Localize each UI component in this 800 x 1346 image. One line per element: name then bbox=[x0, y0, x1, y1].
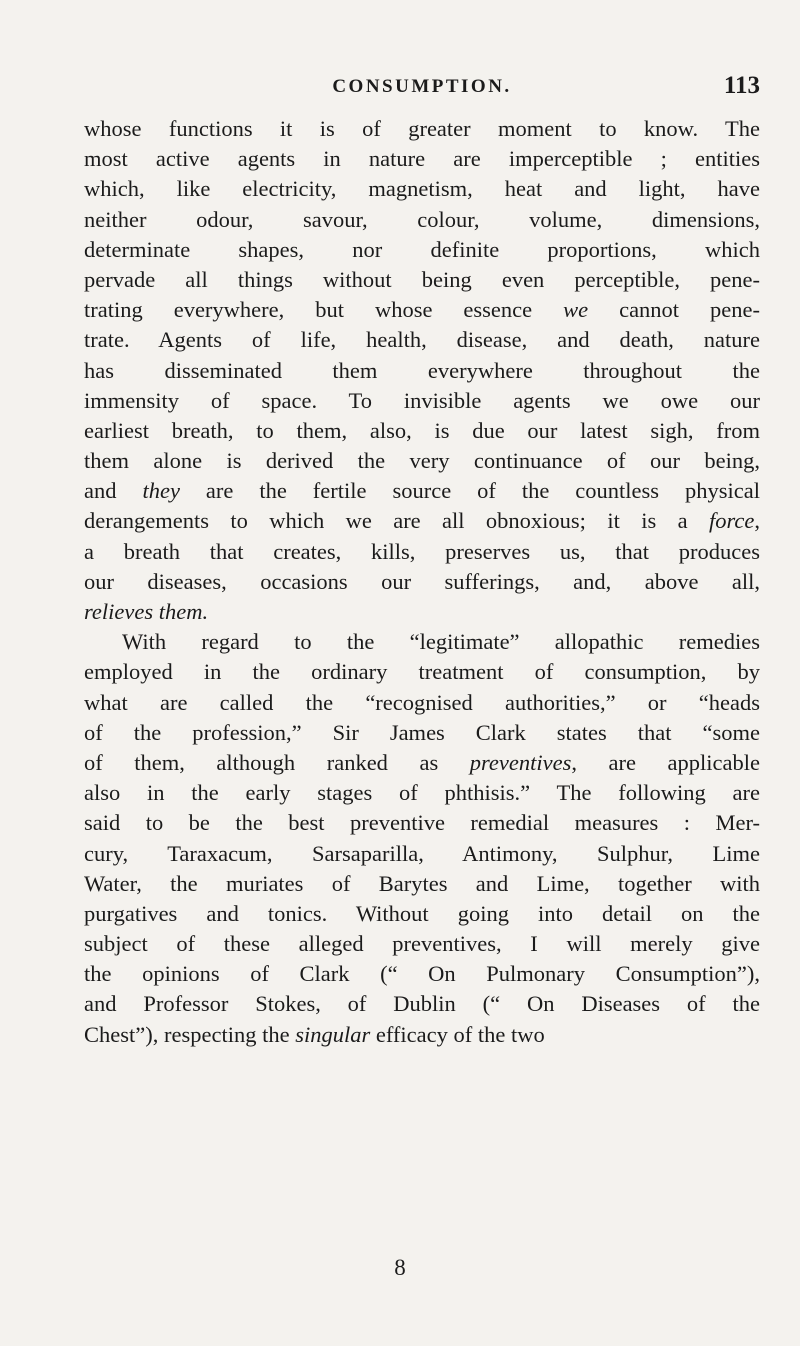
text-line: and they are the fertile source of the countless physical bbox=[84, 478, 760, 504]
running-title: CONSUMPTION. bbox=[332, 76, 512, 97]
text-line: earliest breath, to them, also, is due our latest sigh, from bbox=[84, 417, 760, 443]
text-line: trate. Agents of life, health, disease, and death, nature bbox=[84, 327, 760, 353]
running-head bbox=[84, 72, 760, 102]
text-line: Water, the muriates of Barytes and Lime, together with bbox=[84, 870, 760, 896]
text-line: Chest”), respecting the singular efficacy of the two bbox=[84, 1021, 545, 1047]
text-line: what are called the “recognised authorities,” or “heads bbox=[84, 689, 760, 715]
text-line: derangements to which we are all obnoxious; it is a force, bbox=[84, 508, 760, 534]
page-number: 113 bbox=[723, 72, 760, 99]
text-line: the opinions of Clark (“ On Pulmonary Consumption”), bbox=[84, 961, 760, 987]
text-line: cury, Taraxacum, Sarsaparilla, Antimony, Sulphur, Lime bbox=[84, 840, 760, 866]
text-line: and Professor Stokes, of Dublin (“ On Diseases of the bbox=[84, 991, 760, 1017]
text-line: our diseases, occasions our sufferings, and, above all, bbox=[84, 568, 760, 594]
text-line: most active agents in nature are imperceptible ; entities bbox=[84, 146, 760, 172]
text-line: pervade all things without being even perceptible, pene- bbox=[84, 266, 760, 292]
text-line: trating everywhere, but whose essence we cannot pene- bbox=[84, 297, 760, 323]
italic-text: we bbox=[563, 297, 589, 323]
text-line: determinate shapes, nor definite proportions, which bbox=[84, 236, 760, 262]
text-line: whose functions it is of greater moment to know. The bbox=[84, 116, 760, 141]
body-text bbox=[84, 114, 760, 1050]
signature-mark: 8 bbox=[394, 1255, 406, 1280]
text-line bbox=[84, 597, 760, 627]
italic-text: they bbox=[142, 478, 180, 504]
text-line: has disseminated them everywhere throughout the bbox=[84, 357, 760, 383]
text-line: subject of these alleged preventives, I will merely give bbox=[84, 931, 760, 957]
text-line: immensity of space. To invisible agents we owe our bbox=[84, 387, 760, 413]
text-line: purgatives and tonics. Without going into detail on the bbox=[84, 900, 760, 926]
text-line: a breath that creates, kills, preserves us, that produces bbox=[84, 538, 760, 564]
text-line: them alone is derived the very continuance of our being, bbox=[84, 448, 760, 474]
italic-text: relieves them. bbox=[84, 599, 209, 624]
text-line: employed in the ordinary treatment of consumption, by bbox=[84, 659, 760, 685]
italic-text: force bbox=[708, 508, 755, 534]
text-line: of the profession,” Sir James Clark states that “some bbox=[84, 719, 760, 745]
text-line: neither odour, savour, colour, volume, dimensions, bbox=[84, 206, 760, 232]
text-line: also in the early stages of phthisis.” The following are bbox=[84, 780, 760, 806]
italic-text: preventives bbox=[469, 749, 572, 775]
italic-text: singular bbox=[295, 1021, 371, 1047]
text-line: of them, although ranked as preventives, are applicable bbox=[84, 749, 760, 775]
text-line: said to be the best preventive remedial measures : Mer- bbox=[84, 810, 760, 836]
text-line: which, like electricity, magnetism, heat and light, have bbox=[84, 176, 760, 202]
text-line: With regard to the “legitimate” allopathic remedies bbox=[122, 629, 760, 655]
